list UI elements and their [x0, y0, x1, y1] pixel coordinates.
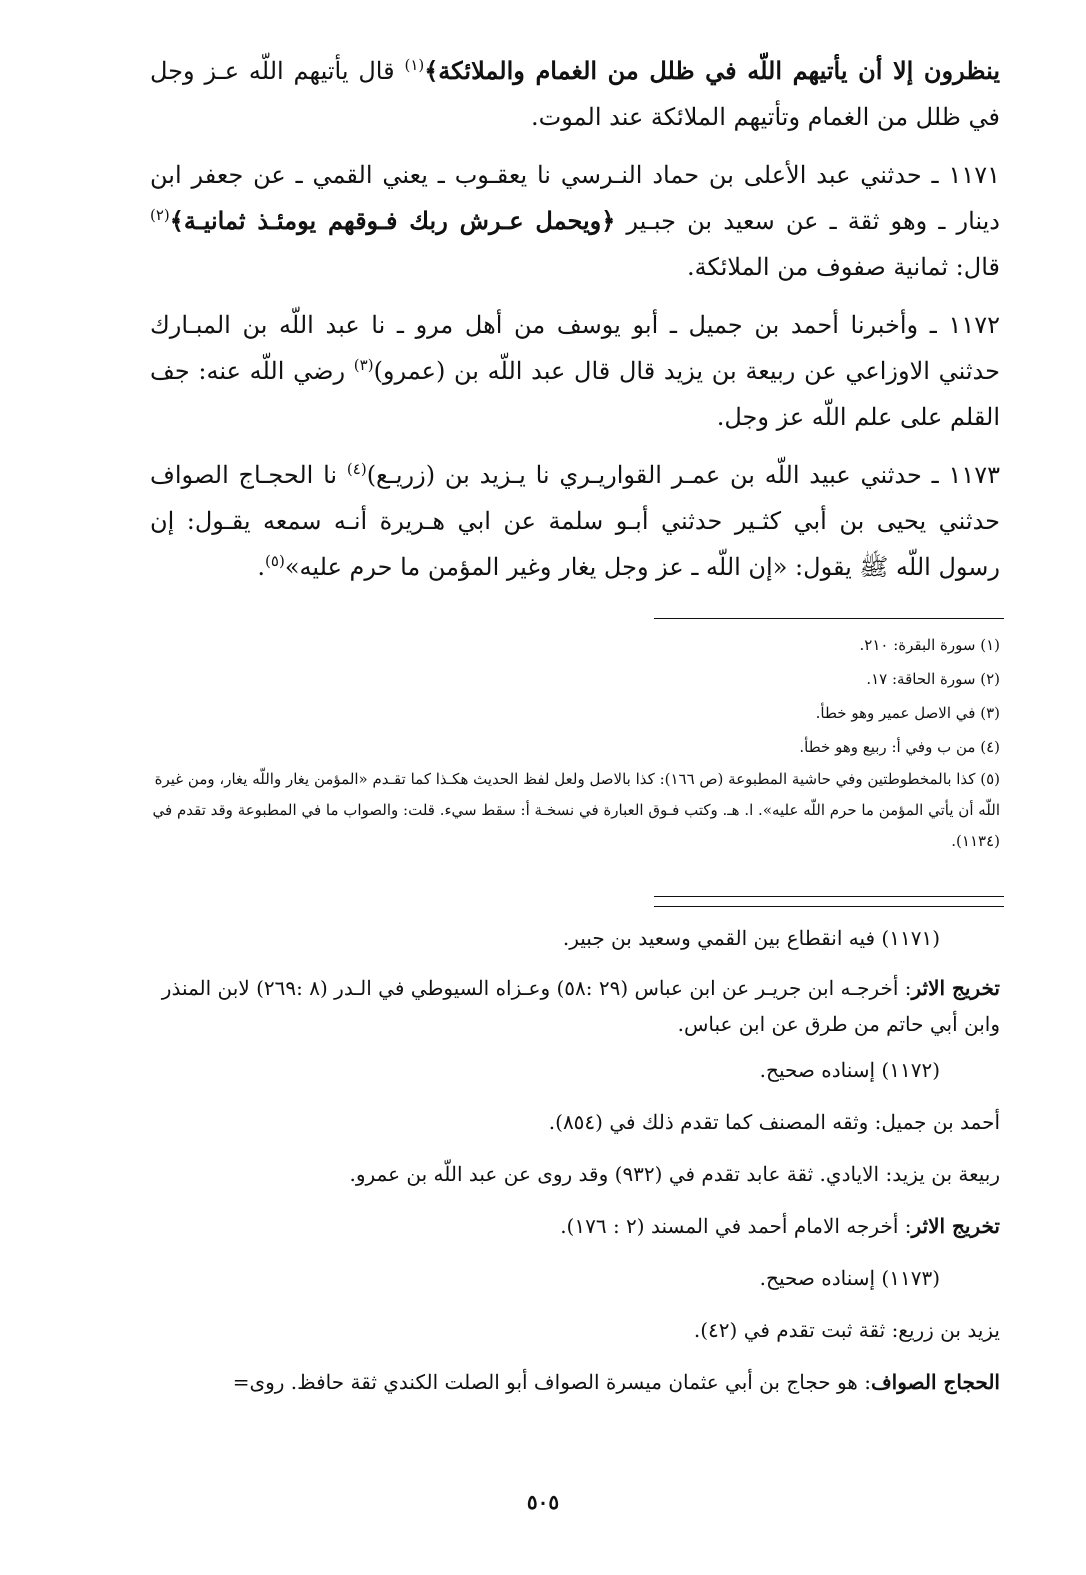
hadith-1171 — [150, 152, 1000, 290]
commentary-line: (١١٧٣) إسناده صحيح. — [759, 1266, 940, 1290]
footnote-separator — [654, 618, 1004, 619]
takhrij-text: : أخرجه الامام أحمد في المسند (٢ : ١٧٦). — [560, 1214, 912, 1238]
footnote: (٢) سورة الحاقة: ١٧. — [866, 670, 1000, 688]
narrator-label: الحجاج الصواف — [870, 1370, 1000, 1394]
footnote: (٤) من ب وفي أ: ربيع وهو خطأ. — [799, 738, 1000, 756]
hadith-1172 — [150, 302, 1000, 440]
footnote-ref: (٤) — [346, 460, 367, 478]
quran-verse: ﴿ويحمل عـرش ربك فـوقهم يومئـذ ثمانيـة﴾ — [169, 206, 616, 235]
takhrij-text: : أخرجـه ابن جريـر عن ابن عباس (٢٩ :٥٨) وعـزاه السيوطي في الـدر (٨ :٢٦٩) لابن المنذر وابن أبي حاتم من طرق عن ابن عباس. — [161, 976, 1000, 1036]
narrator-note — [150, 1362, 1000, 1402]
commentary — [150, 918, 1000, 1414]
paragraph-text: قال يأتيهم اللّه عـز وجل في ظلل من الغمام وتأتيهم الملائكة عند الموت. — [150, 57, 1000, 131]
main-text — [150, 48, 1000, 602]
footnote-ref: (٣) — [353, 356, 374, 374]
footnote: (٥) كذا بالمخطوطتين وفي حاشية المطبوعة (ص ١٦٦): كذا بالاصل ولعل لفظ الحديث هكـذا كما تقـدم «المؤمن يغار واللّه يغار، ومن غيرة اللّه أن يأتي المؤمن ما حرم اللّه عليه». ا. هـ. وكتب فـوق العبارة في نسخـة أ: سقط سيء. قلت: والصواب ما في المطبوعة وقد تقدم في (١١٣٤). — [152, 770, 1000, 850]
footnote-ref: (١) — [404, 56, 425, 74]
paragraph-text: . — [257, 553, 266, 581]
paragraph-text: ـ وأخبرنا أحمد بن جميل ـ أبو يوسف من أهل مرو ـ نا عبد اللّه بن المبـارك حدثني الاوزاعي عن ربيعة بن يزيد قال قال عبد اللّه بن (عمرو) — [150, 311, 1000, 385]
paragraph-text: رضي اللّه عنه: جف القلم على علم اللّه عز وجل. — [150, 357, 1000, 431]
paragraph-text: ـ حدثني عبيد اللّه بن عمـر القواريـري نا يـزيد بن (زريـع) — [366, 461, 949, 489]
commentary-line: (١١٧١) فيه انقطاع بين القمي وسعيد بن جبير. — [562, 926, 940, 950]
narrator-note: ربيعة بن يزيد: الايادي. ثقة عابد تقدم في (٩٣٢) وقد روى عن عبد اللّه بن عمرو. — [349, 1162, 1000, 1186]
narrator-text: : هو حجاج بن أبي عثمان ميسرة الصواف أبو الصلت الكندي ثقة حافظ. روى= — [232, 1370, 871, 1394]
footnote-ref: (٥) — [265, 552, 285, 570]
footnote-ref: (٢) — [150, 206, 170, 224]
quran-verse: ينظرون إلا أن يأتيهم اللّه في ظلل من الغمام والملائكة﴾ — [424, 56, 1000, 85]
page-number: ٥٠٥ — [526, 1490, 560, 1514]
takhrij-paragraph — [150, 970, 1000, 1042]
paragraph-text: قال: ثمانية صفوف من الملائكة. — [686, 253, 1000, 281]
paragraph-text: ـ حدثني عبد الأعلى بن حماد النـرسي نا يعقـوب ـ يعني القمي ـ عن جعفر ابن دينار ـ وهو ثقة ـ عن سعيد بن جبـير — [150, 161, 1000, 235]
hadith-number: ١١٧٢ — [948, 311, 1000, 339]
takhrij-label: تخريج الاثر — [911, 976, 1000, 1000]
hadith-1173 — [150, 452, 1000, 590]
hadith-number: ١١٧١ — [948, 161, 1000, 189]
verse-paragraph — [150, 48, 1000, 140]
takhrij-paragraph — [150, 1206, 1000, 1246]
commentary-separator — [654, 896, 1004, 907]
commentary-line: (١١٧٢) إسناده صحيح. — [759, 1058, 940, 1082]
paragraph-text: نا الحجـاج الصواف حدثني يحيى بن أبي كثـير حدثني أبـو سلمة عن ابي هـريرة أنـه سمعه يقـول: إن رسول اللّه ﷺ يقول: «إن اللّه ـ عز وجل يغار وغير المؤمن ما حرم عليه» — [150, 461, 1000, 581]
hadith-number: ١١٧٣ — [948, 461, 1001, 489]
footnote: (١) سورة البقرة: ٢١٠. — [859, 636, 1000, 654]
footnote: (٣) في الاصل عمير وهو خطأ. — [815, 704, 1000, 722]
footnotes — [150, 628, 1000, 857]
narrator-note: أحمد بن جميل: وثقه المصنف كما تقدم ذلك في (٨٥٤). — [548, 1110, 1000, 1134]
narrator-note: يزيد بن زريع: ثقة ثبت تقدم في (٤٢). — [693, 1318, 1000, 1342]
takhrij-label: تخريج الاثر — [911, 1214, 1000, 1238]
